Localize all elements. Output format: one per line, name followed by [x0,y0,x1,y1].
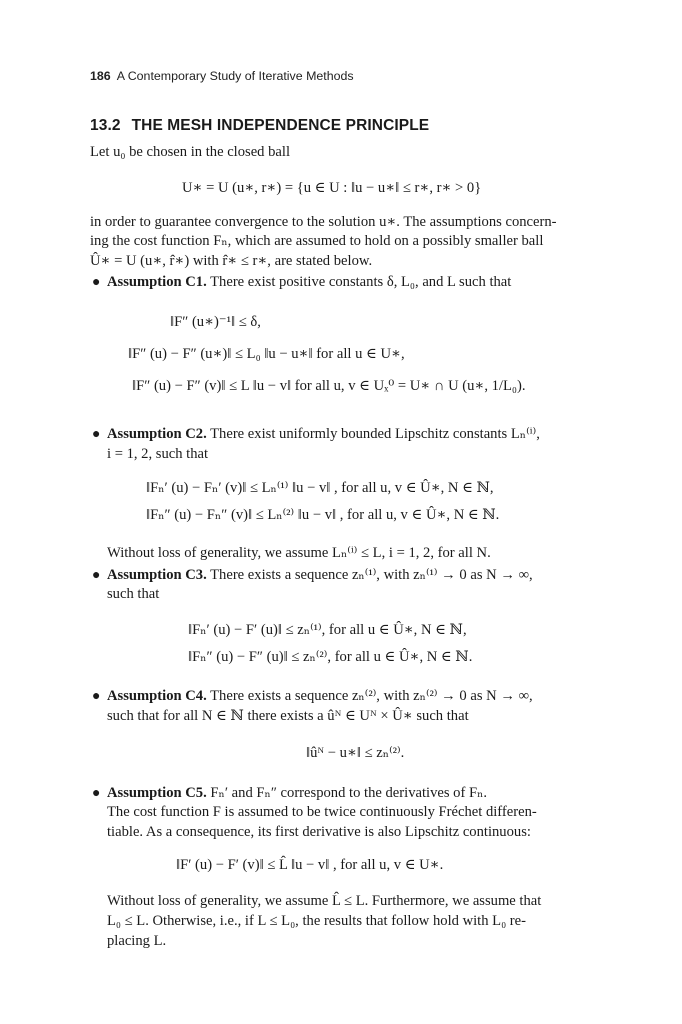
section-number: 13.2 [90,117,121,134]
assumption-label: Assumption C5. [107,785,207,801]
section-heading [90,116,429,136]
assumption-c3 [107,565,533,585]
assumption-text: There exists a sequence zₙ⁽¹⁾, with zₙ⁽¹⁾ → 0 as N → ∞, [206,567,533,583]
paragraph-line: Û∗ = U (u∗, r̂∗) with r̂∗ ≤ r∗, are stated below. [90,253,373,269]
assumption-c4 [107,686,533,706]
equation: ‖F″ (u) − F″ (v)‖ ≤ L ‖u − v‖ for all u, v ∈ Uₓ⁰ = U∗ ∩ U (u∗, 1/L₀). [132,378,526,394]
equation: ‖Fₙ″ (u) − Fₙ″ (v)‖ ≤ Lₙ⁽²⁾ ‖u − v‖ , for all u, v ∈ Û∗, N ∈ ℕ. [146,507,500,523]
paragraph-line: Without loss of generality, we assume Lₙ⁽ⁱ⁾ ≤ L, i = 1, 2, for all N. [107,545,491,561]
paragraph-intro: Let u₀ be chosen in the closed ball [90,144,291,160]
assumption-label: Assumption C1. [107,274,207,290]
paragraph-line: in order to guarantee convergence to the solution u∗. The assumptions concern- [90,214,557,230]
assumption-c2 [107,424,540,444]
assumption-label: Assumption C2. [107,426,207,442]
paragraph-line: i = 1, 2, such that [107,446,209,462]
bullet-icon: ● [92,427,101,442]
equation-ball: U∗ = U (u∗, r∗) = {u ∈ U : ‖u − u∗‖ ≤ r∗, r∗ > 0} [182,180,482,196]
equation: ‖Fₙ′ (u) − F′ (u)‖ ≤ zₙ⁽¹⁾, for all u ∈ Û∗, N ∈ ℕ, [188,622,467,638]
assumption-text: There exist uniformly bounded Lipschitz constants Lₙ⁽ⁱ⁾, [206,426,540,442]
paragraph-line: The cost function F is assumed to be twice continuously Fréchet differen- [107,804,537,820]
paragraph-line: tiable. As a consequence, its first derivative is also Lipschitz continuous: [107,824,531,840]
equation: ‖F″ (u∗)⁻¹‖ ≤ δ, [170,314,261,330]
paragraph-line: placing L. [107,933,167,949]
paragraph-line: such that for all N ∈ ℕ there exists a ûᴺ ∈ Uᴺ × Û∗ such that [107,708,469,724]
bullet-icon: ● [92,275,101,290]
bullet-icon: ● [92,689,101,704]
section-title: THE MESH INDEPENDENCE PRINCIPLE [131,117,430,134]
paragraph-line: such that [107,586,160,602]
running-title: A Contemporary Study of Iterative Methods [116,69,354,83]
assumption-c5 [107,783,487,803]
bullet-icon: ● [92,568,101,583]
assumption-text: There exists a sequence zₙ⁽²⁾, with zₙ⁽²⁾ → 0 as N → ∞, [206,688,533,704]
equation: ‖Fₙ″ (u) − F″ (u)‖ ≤ zₙ⁽²⁾, for all u ∈ Û∗, N ∈ ℕ. [188,649,473,665]
paragraph-line: L₀ ≤ L. Otherwise, i.e., if L ≤ L₀, the results that follow hold with L₀ re- [107,913,527,929]
running-header [90,66,354,86]
bullet-icon: ● [92,786,101,801]
equation: ‖Fₙ′ (u) − Fₙ′ (v)‖ ≤ Lₙ⁽¹⁾ ‖u − v‖ , for all u, v ∈ Û∗, N ∈ ℕ, [146,480,494,496]
page-number: 186 [90,69,111,83]
paragraph-line: ing the cost function Fₙ, which are assumed to hold on a possibly smaller ball [90,233,544,249]
equation: ‖F″ (u) − F″ (u∗)‖ ≤ L₀ ‖u − u∗‖ for all u ∈ U∗, [128,346,405,362]
assumption-c1 [107,272,511,292]
assumption-label: Assumption C3. [107,567,207,583]
assumption-text: There exist positive constants δ, L₀, and L such that [206,274,512,290]
assumption-label: Assumption C4. [107,688,207,704]
assumption-text: Fₙ′ and Fₙ″ correspond to the derivatives of Fₙ. [206,785,488,801]
equation: ‖F′ (u) − F′ (v)‖ ≤ L̂ ‖u − v‖ , for all u, v ∈ U∗. [176,857,444,873]
equation: ‖ûᴺ − u∗‖ ≤ zₙ⁽²⁾. [306,745,405,761]
paragraph-line: Without loss of generality, we assume L̂ ≤ L. Furthermore, we assume that [107,893,542,909]
